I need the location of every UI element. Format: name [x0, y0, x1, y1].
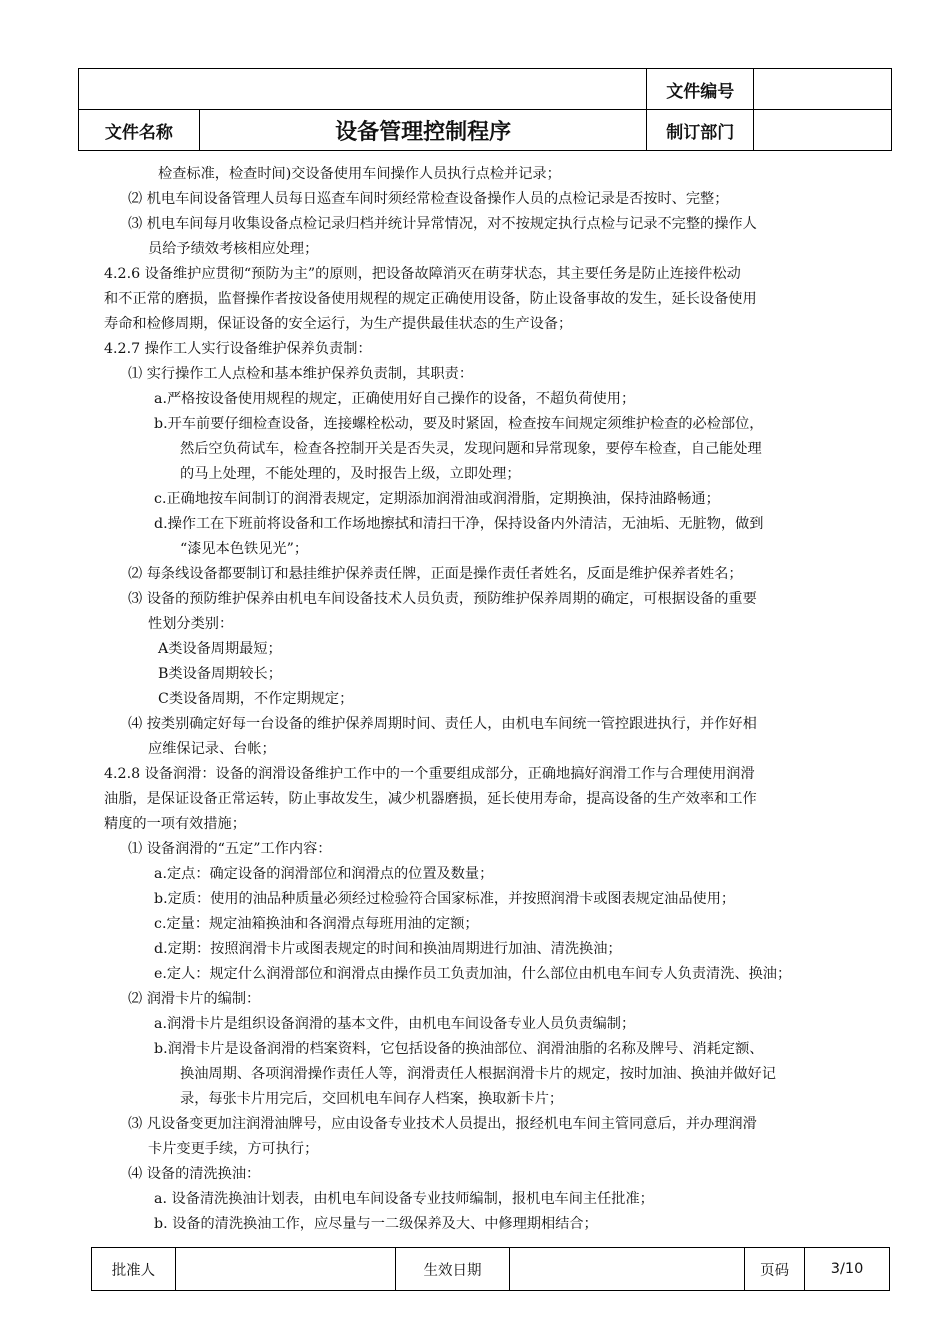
dept-label: 制订部门 — [647, 110, 754, 151]
doc-name-label: 文件名称 — [79, 110, 200, 151]
body-line: 油脂，是保证设备正常运转，防止事故发生，减少机器磨损，延长使用寿命，提高设备的生产效率和工作 — [104, 791, 757, 807]
approver-label: 批准人 — [92, 1248, 176, 1291]
body-line: d.定期：按照润滑卡片或图表规定的时间和换油周期进行加油、清洗换油； — [154, 941, 622, 957]
body-line: C类设备周期，不作定期规定； — [158, 691, 354, 707]
body-line: ⑶ 机电车间每月收集设备点检记录归档并统计异常情况，对不按规定执行点检与记录不完整的操作人 — [128, 216, 757, 232]
body-line: b.润滑卡片是设备润滑的档案资料，它包括设备的换油部位、润滑油脂的名称及牌号、消耗定额、 — [154, 1041, 764, 1057]
body-line: 然后空负荷试车，检查各控制开关是否失灵，发现问题和异常现象，要停车检查，自己能处理 — [180, 441, 762, 457]
body-line: 员给予绩效考核相应处理； — [148, 241, 319, 257]
body-line: 检查标准，检查时间)交设备使用车间操作人员执行点检并记录； — [158, 166, 561, 182]
body-line: a.润滑卡片是组织设备润滑的基本文件，由机电车间设备专业人员负责编制； — [154, 1016, 636, 1032]
body-line: 和不正常的磨损，监督操作者按设备使用规程的规定正确使用设备，防止设备事故的发生，延长设备使用 — [104, 291, 757, 307]
doc-number-label: 文件编号 — [647, 69, 754, 110]
body-line: 4.2.8 设备润滑：设备的润滑设备维护工作中的一个重要组成部分，正确地搞好润滑工作与合理使用润滑 — [104, 766, 755, 782]
body-line: ⑷ 设备的清洗换油： — [128, 1166, 261, 1182]
doc-number-value — [754, 69, 892, 110]
body-line: c.定量：规定油箱换油和各润滑点每班用油的定额； — [154, 916, 479, 932]
body-line: 4.2.7 操作工人实行设备维护保养负责制： — [104, 341, 372, 357]
body-line: 换油周期、各项润滑操作责任人等，润滑责任人根据润滑卡片的规定，按时加油、换油并做好记 — [180, 1066, 776, 1082]
dept-value — [754, 110, 892, 151]
body-line: b. 设备的清洗换油工作，应尽量与一二级保养及大、中修理期相结合； — [154, 1216, 598, 1232]
header-table — [78, 68, 892, 151]
body-line: a.严格按设备使用规程的规定，正确使用好自己操作的设备，不超负荷使用； — [154, 391, 636, 407]
body-line: B类设备周期较长； — [158, 666, 282, 682]
body-line: 精度的一项有效措施； — [104, 816, 246, 832]
body-line: 的马上处理，不能处理的，及时报告上级，立即处理； — [180, 466, 521, 482]
body-line: “漆见本色铁见光”； — [180, 541, 309, 557]
page-number: 3/10 — [805, 1248, 890, 1291]
body-line: b.定质：使用的油品种质量必须经过检验符合国家标准，并按照润滑卡或图表规定油品使用； — [154, 891, 736, 907]
body-line: ⑶ 凡设备变更加注润滑油牌号，应由设备专业技术人员提出，报经机电车间主管同意后，并办理润滑 — [128, 1116, 757, 1132]
body-line: ⑷ 按类别确定好每一台设备的维护保养周期时间、责任人，由机电车间统一管控跟进执行，并作好相 — [128, 716, 757, 732]
body-line: ⑵ 机电车间设备管理人员每日巡查车间时须经常检查设备操作人员的点检记录是否按时、完整； — [128, 191, 729, 207]
approver-value — [175, 1248, 395, 1291]
doc-title: 设备管理控制程序 — [199, 110, 646, 151]
body-line: 性划分类别： — [148, 616, 234, 632]
body-line: 应维保记录、台帐； — [148, 741, 276, 757]
footer-table — [91, 1247, 890, 1291]
effective-date-value — [510, 1248, 745, 1291]
body-line: a. 设备清洗换油计划表，由机电车间设备专业技师编制，报机电车间主任批准； — [154, 1191, 654, 1207]
page-label: 页码 — [745, 1248, 805, 1291]
body-line: 录，每张卡片用完后，交回机电车间存人档案，换取新卡片； — [180, 1091, 564, 1107]
effective-date-label: 生效日期 — [395, 1248, 510, 1291]
header-blank-cell — [79, 69, 647, 110]
body-line: ⑵ 每条线设备都要制订和悬挂维护保养责任牌，正面是操作责任者姓名，反面是维护保养者姓名； — [128, 566, 743, 582]
body-line: A类设备周期最短； — [158, 641, 282, 657]
body-line: e.定人：规定什么润滑部位和润滑点由操作员工负责加油，什么部位由机电车间专人负责清洗、换油； — [154, 966, 792, 982]
body-line: ⑵ 润滑卡片的编制： — [128, 991, 261, 1007]
body-line: ⑶ 设备的预防维护保养由机电车间设备技术人员负责，预防维护保养周期的确定，可根据设备的重要 — [128, 591, 757, 607]
body-line: c.正确地按车间制订的润滑表规定，定期添加润滑油或润滑脂，定期换油，保持油路畅通； — [154, 491, 720, 507]
body-line: b.开车前要仔细检查设备，连接螺栓松动，要及时紧固，检查按车间规定须维护检查的必检部位， — [154, 416, 764, 432]
body-line: ⑴ 实行操作工人点检和基本维护保养负责制，其职责： — [128, 366, 474, 382]
body-line: a.定点：确定设备的润滑部位和润滑点的位置及数量； — [154, 866, 494, 882]
body-line: 寿命和检修周期，保证设备的安全运行，为生产提供最佳状态的生产设备； — [104, 316, 573, 332]
body-line: d.操作工在下班前将设备和工作场地擦拭和清扫干净，保持设备内外清洁，无油垢、无脏物，做到 — [154, 516, 764, 532]
body-line: 4.2.6 设备维护应贯彻“预防为主”的原则，把设备故障消灭在萌芽状态，其主要任务是防止连接件松动 — [104, 266, 741, 282]
body-line: 卡片变更手续，方可执行； — [148, 1141, 319, 1157]
body-line: ⑴ 设备润滑的“五定”工作内容： — [128, 841, 332, 857]
